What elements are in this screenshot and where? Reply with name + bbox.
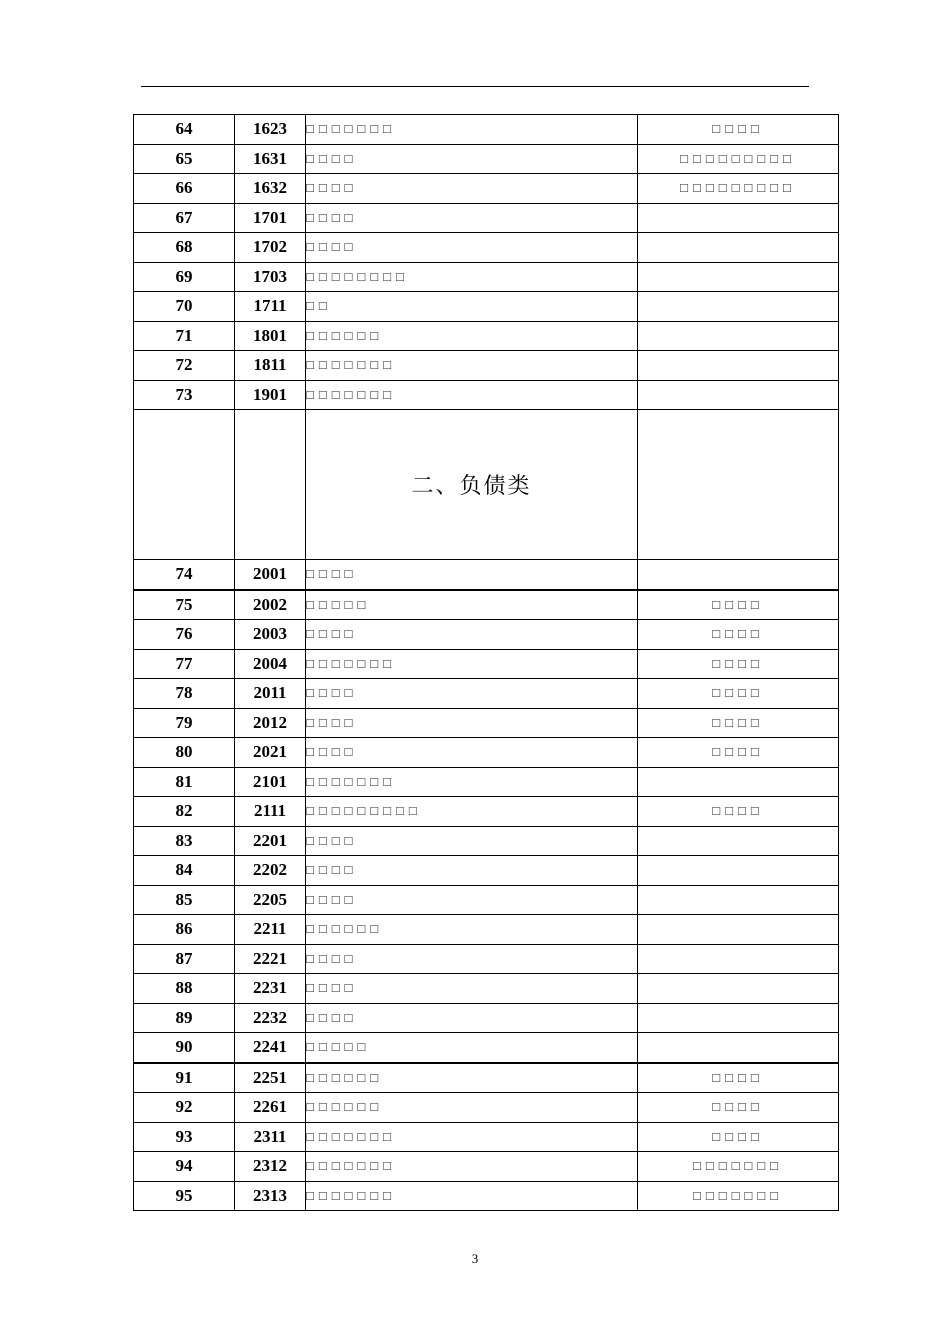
seq-cell: 66 [134,174,235,204]
table-row [134,321,839,351]
table-row [134,885,839,915]
name-cell: □□□□ [306,620,638,650]
seq-cell: 67 [134,203,235,233]
note-cell [638,1033,839,1063]
name-cell: □□□□ [306,708,638,738]
name-cell: □□□□□□□ [306,351,638,381]
code-cell: 1801 [235,321,306,351]
code-cell: 2101 [235,767,306,797]
table-body-after [134,560,839,1211]
seq-cell: 75 [134,590,235,620]
seq-cell: 84 [134,856,235,886]
note-cell [638,974,839,1004]
note-cell [638,380,839,410]
note-cell [638,767,839,797]
seq-cell: 94 [134,1152,235,1182]
code-cell: 2004 [235,649,306,679]
note-cell [638,826,839,856]
seq-cell: 95 [134,1181,235,1211]
name-cell: □□□□ [306,944,638,974]
table-row [134,679,839,709]
name-cell: □□□□□□□ [306,1181,638,1211]
table-row [134,974,839,1004]
section-seq-cell [134,410,235,560]
code-cell: 2312 [235,1152,306,1182]
table-row [134,915,839,945]
section-note-cell [638,410,839,560]
note-cell [638,885,839,915]
header-rule [141,86,809,87]
table-row [134,649,839,679]
table-body-before [134,115,839,410]
table-row [134,174,839,204]
name-cell: □□□□□□□□ [306,262,638,292]
table-row [134,1033,839,1063]
table-section [134,410,839,560]
name-cell: □□□□ [306,144,638,174]
table-row [134,1122,839,1152]
name-cell: □□□□□□ [306,321,638,351]
code-cell: 2011 [235,679,306,709]
name-cell: □□□□ [306,856,638,886]
seq-cell: 85 [134,885,235,915]
note-cell: □□□□□□□ [638,1152,839,1182]
code-cell: 1901 [235,380,306,410]
note-cell [638,856,839,886]
code-cell: 2111 [235,797,306,827]
table-row [134,1093,839,1123]
name-cell: □□□□ [306,738,638,768]
note-cell [638,560,839,590]
name-cell: □□□□□□□ [306,380,638,410]
note-cell: □□□□□□□□□ [638,144,839,174]
code-cell: 2251 [235,1063,306,1093]
name-cell: □□□□□ [306,590,638,620]
table-row [134,767,839,797]
note-cell [638,233,839,263]
code-cell: 2232 [235,1003,306,1033]
note-cell: □□□□ [638,679,839,709]
name-cell: □□□□ [306,885,638,915]
code-cell: 2313 [235,1181,306,1211]
seq-cell: 76 [134,620,235,650]
table-row [134,560,839,590]
note-cell: □□□□ [638,708,839,738]
seq-cell: 88 [134,974,235,1004]
note-cell [638,944,839,974]
code-cell: 1811 [235,351,306,381]
note-cell [638,915,839,945]
name-cell: □□□□□□ [306,1063,638,1093]
note-cell: □□□□ [638,1093,839,1123]
code-cell: 2211 [235,915,306,945]
note-cell [638,292,839,322]
table-row [134,115,839,145]
seq-cell: 79 [134,708,235,738]
seq-cell: 86 [134,915,235,945]
seq-cell: 81 [134,767,235,797]
note-cell: □□□□ [638,115,839,145]
code-cell: 1711 [235,292,306,322]
note-cell [638,1003,839,1033]
table-row [134,380,839,410]
note-cell: □□□□ [638,590,839,620]
section-row [134,410,839,560]
table-row [134,1003,839,1033]
table-row [134,797,839,827]
code-cell: 2021 [235,738,306,768]
table-row [134,856,839,886]
code-cell: 2012 [235,708,306,738]
table-row [134,1152,839,1182]
seq-cell: 83 [134,826,235,856]
table-row [134,144,839,174]
seq-cell: 91 [134,1063,235,1093]
table-row [134,620,839,650]
seq-cell: 78 [134,679,235,709]
code-cell: 2241 [235,1033,306,1063]
name-cell: □□□□□□ [306,1093,638,1123]
note-cell [638,321,839,351]
table-row [134,233,839,263]
name-cell: □□□□□□□□□ [306,797,638,827]
note-cell: □□□□ [638,797,839,827]
note-cell [638,203,839,233]
code-cell: 2205 [235,885,306,915]
name-cell: □□□□□□ [306,915,638,945]
seq-cell: 93 [134,1122,235,1152]
code-cell: 1702 [235,233,306,263]
seq-cell: 65 [134,144,235,174]
code-cell: 2201 [235,826,306,856]
code-cell: 1703 [235,262,306,292]
name-cell: □□□□□□□ [306,767,638,797]
name-cell: □□□□□□□ [306,1152,638,1182]
code-cell: 1701 [235,203,306,233]
table-row [134,292,839,322]
note-cell [638,351,839,381]
table-row [134,351,839,381]
name-cell: □□□□ [306,974,638,1004]
seq-cell: 80 [134,738,235,768]
seq-cell: 92 [134,1093,235,1123]
code-cell: 1623 [235,115,306,145]
note-cell: □□□□ [638,738,839,768]
accounts-table [133,114,839,1211]
seq-cell: 82 [134,797,235,827]
name-cell: □□□□□□□ [306,1122,638,1152]
name-cell: □□□□ [306,679,638,709]
seq-cell: 70 [134,292,235,322]
note-cell: □□□□ [638,649,839,679]
table-row [134,1063,839,1093]
code-cell: 2001 [235,560,306,590]
seq-cell: 72 [134,351,235,381]
name-cell: □□□□ [306,203,638,233]
code-cell: 2261 [235,1093,306,1123]
seq-cell: 69 [134,262,235,292]
name-cell: □□□□ [306,826,638,856]
note-cell: □□□□□□□□□ [638,174,839,204]
seq-cell: 74 [134,560,235,590]
table-row [134,203,839,233]
seq-cell: 87 [134,944,235,974]
note-cell [638,262,839,292]
table-row [134,1181,839,1211]
name-cell: □□□□ [306,1003,638,1033]
section-title: 二、负债类 [306,410,638,560]
code-cell: 2231 [235,974,306,1004]
page-number: 3 [471,1251,479,1266]
code-cell: 1632 [235,174,306,204]
seq-cell: 77 [134,649,235,679]
note-cell: □□□□ [638,1063,839,1093]
seq-cell: 90 [134,1033,235,1063]
name-cell: □□□□ [306,174,638,204]
code-cell: 2311 [235,1122,306,1152]
table-row [134,826,839,856]
table-row [134,590,839,620]
table-row [134,708,839,738]
name-cell: □□ [306,292,638,322]
note-cell: □□□□ [638,1122,839,1152]
note-cell: □□□□ [638,620,839,650]
table-row [134,262,839,292]
table-row [134,738,839,768]
name-cell: □□□□ [306,560,638,590]
code-cell: 2002 [235,590,306,620]
seq-cell: 71 [134,321,235,351]
name-cell: □□□□ [306,233,638,263]
code-cell: 2202 [235,856,306,886]
table-row [134,944,839,974]
code-cell: 2221 [235,944,306,974]
name-cell: □□□□□ [306,1033,638,1063]
name-cell: □□□□□□□ [306,649,638,679]
note-cell: □□□□□□□ [638,1181,839,1211]
section-code-cell [235,410,306,560]
code-cell: 2003 [235,620,306,650]
name-cell: □□□□□□□ [306,115,638,145]
seq-cell: 73 [134,380,235,410]
seq-cell: 68 [134,233,235,263]
seq-cell: 64 [134,115,235,145]
seq-cell: 89 [134,1003,235,1033]
code-cell: 1631 [235,144,306,174]
